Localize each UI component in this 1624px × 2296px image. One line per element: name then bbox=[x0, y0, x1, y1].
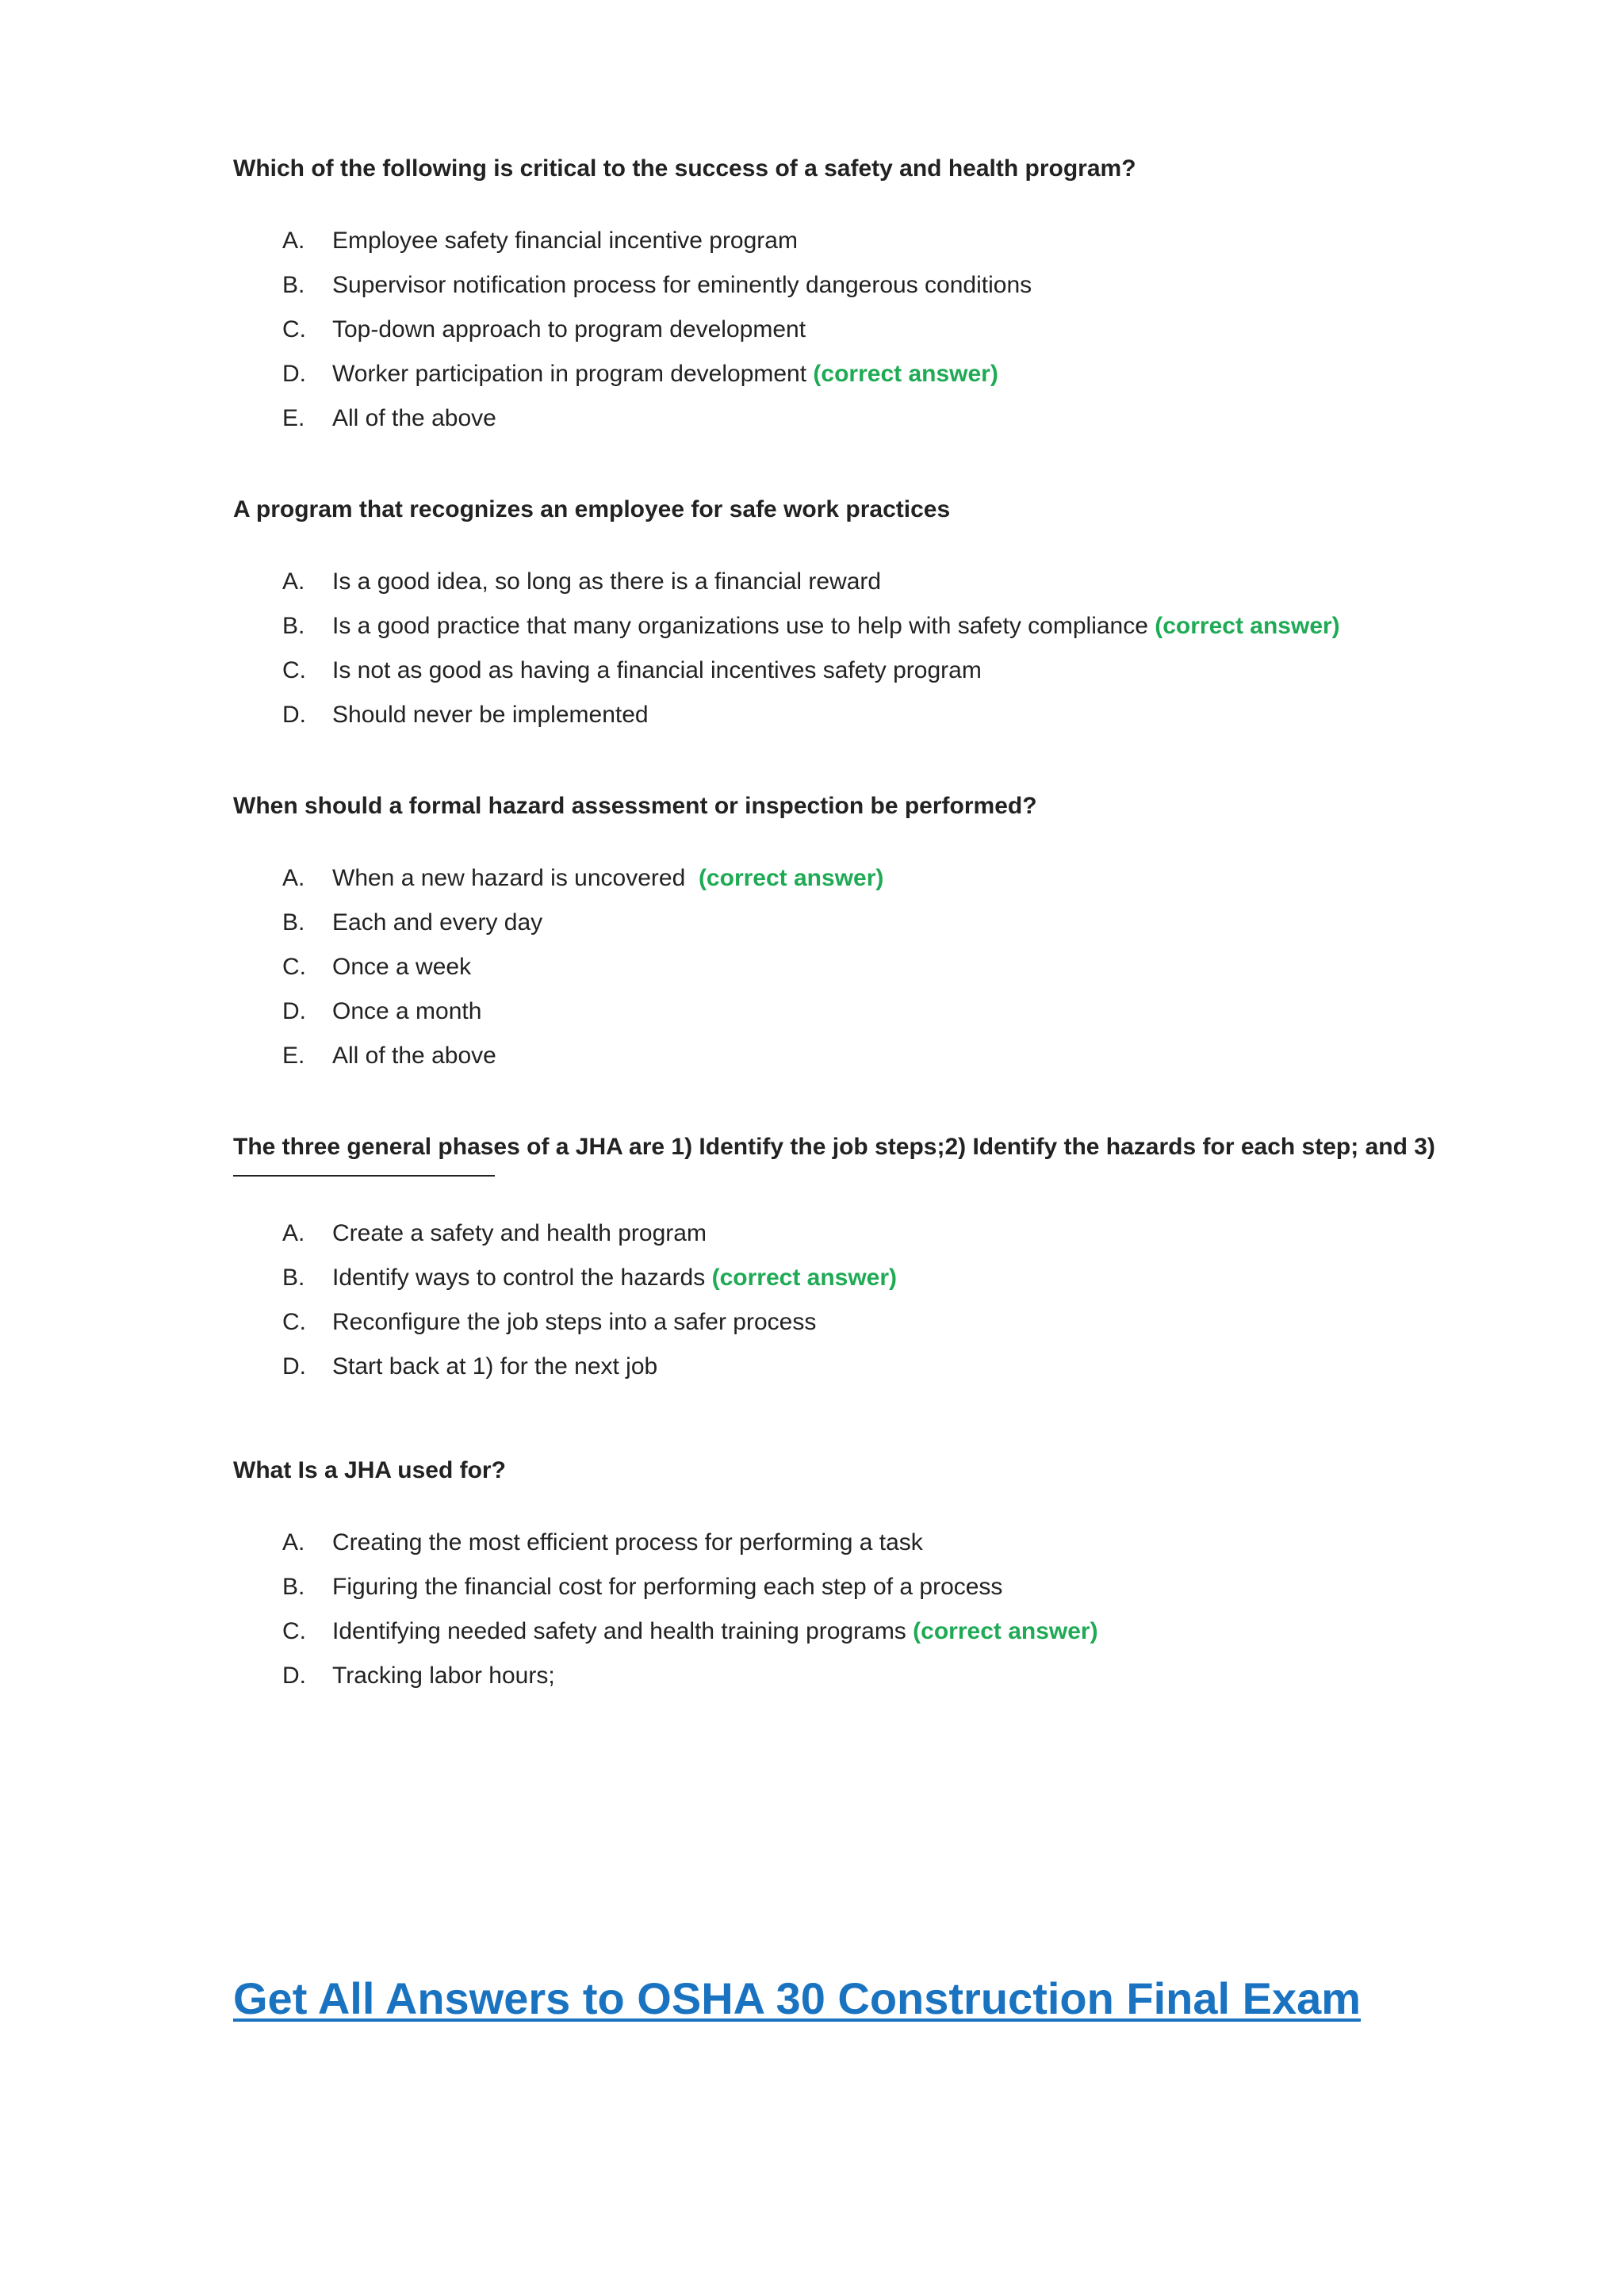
answer-option bbox=[233, 396, 1518, 441]
option-letter: A. bbox=[282, 865, 305, 891]
answer-option bbox=[233, 352, 1518, 396]
answer-option bbox=[233, 219, 1518, 263]
answer-option bbox=[233, 1345, 1518, 1389]
get-all-answers-link[interactable]: Get All Answers to OSHA 30 Construction Final Exam bbox=[233, 1973, 1362, 2023]
question-text: A program that recognizes an employee for safe work practices bbox=[233, 496, 951, 522]
answer-blank-line bbox=[233, 1164, 495, 1177]
option-text: Create a safety and health program bbox=[332, 1220, 707, 1246]
question-text: The three general phases of a JHA are 1) Identify the job steps;2) Identify the hazards for each step; and 3) bbox=[233, 1134, 1435, 1160]
option-text: Each and every day bbox=[332, 909, 543, 936]
option-text: Once a month bbox=[332, 998, 482, 1024]
correct-answer-label: (correct answer) bbox=[1155, 613, 1340, 639]
option-letter: D. bbox=[282, 1353, 306, 1380]
answer-option bbox=[233, 989, 1518, 1034]
option-letter: B. bbox=[282, 909, 305, 936]
question-4 bbox=[233, 1131, 1518, 1389]
question-text: What Is a JHA used for? bbox=[233, 1457, 506, 1483]
option-text: Supervisor notification process for eminently dangerous conditions bbox=[332, 272, 1032, 298]
answer-list bbox=[233, 219, 1518, 441]
answer-list bbox=[233, 856, 1518, 1078]
option-letter: C. bbox=[282, 316, 306, 342]
answer-option bbox=[233, 649, 1518, 693]
answer-option bbox=[233, 1609, 1518, 1654]
answer-option bbox=[233, 263, 1518, 308]
correct-answer-label: (correct answer) bbox=[813, 361, 998, 387]
option-letter: A. bbox=[282, 228, 305, 254]
option-text: Should never be implemented bbox=[332, 702, 649, 728]
option-text: When a new hazard is uncovered bbox=[332, 865, 699, 891]
answer-option bbox=[233, 856, 1518, 901]
question-2 bbox=[233, 493, 1518, 737]
option-letter: A. bbox=[282, 1220, 305, 1246]
option-letter: C. bbox=[282, 1618, 306, 1644]
option-text: Worker participation in program development bbox=[332, 361, 814, 387]
option-text: Reconfigure the job steps into a safer process bbox=[332, 1309, 817, 1335]
option-letter: B. bbox=[282, 272, 305, 298]
correct-answer-label: (correct answer) bbox=[711, 1265, 898, 1291]
question-text: When should a formal hazard assessment or inspection be performed? bbox=[233, 793, 1037, 819]
option-letter: C. bbox=[282, 657, 306, 683]
answer-option bbox=[233, 1565, 1518, 1609]
answer-option bbox=[233, 901, 1518, 945]
question-5 bbox=[233, 1454, 1518, 1698]
answer-option bbox=[233, 604, 1518, 649]
answer-option bbox=[233, 560, 1518, 604]
option-text: Is not as good as having a financial incentives safety program bbox=[332, 657, 982, 683]
option-text: Once a week bbox=[332, 954, 472, 980]
option-letter: D. bbox=[282, 998, 306, 1024]
option-letter: B. bbox=[282, 1265, 305, 1291]
answer-option bbox=[233, 1211, 1518, 1256]
answer-option bbox=[233, 1034, 1518, 1078]
answer-list bbox=[233, 1211, 1518, 1389]
correct-answer-label: (correct answer) bbox=[698, 865, 884, 891]
answer-option bbox=[233, 1654, 1518, 1698]
option-text: Is a good practice that many organizations use to help with safety compliance bbox=[332, 613, 1155, 639]
option-letter: C. bbox=[282, 954, 306, 980]
answer-option bbox=[233, 945, 1518, 989]
option-text: All of the above bbox=[332, 405, 496, 431]
option-text: Creating the most efficient process for performing a task bbox=[332, 1529, 923, 1556]
option-letter: A. bbox=[282, 1529, 305, 1556]
answer-list bbox=[233, 1521, 1518, 1698]
question-1 bbox=[233, 152, 1518, 441]
option-text: Identifying needed safety and health training programs bbox=[332, 1618, 914, 1644]
option-letter: E. bbox=[282, 1043, 305, 1069]
answer-option bbox=[233, 1521, 1518, 1565]
option-text: Identify ways to control the hazards bbox=[332, 1265, 712, 1291]
option-letter: D. bbox=[282, 361, 306, 387]
answer-list bbox=[233, 560, 1518, 737]
option-text: Tracking labor hours; bbox=[332, 1663, 555, 1689]
option-letter: D. bbox=[282, 1663, 306, 1689]
answer-option bbox=[233, 1300, 1518, 1345]
option-letter: A. bbox=[282, 568, 305, 595]
answer-option bbox=[233, 1256, 1518, 1300]
answer-option bbox=[233, 693, 1518, 737]
option-letter: D. bbox=[282, 702, 306, 728]
option-text: Figuring the financial cost for performing each step of a process bbox=[332, 1574, 1003, 1600]
question-text: Which of the following is critical to the success of a safety and health program? bbox=[233, 155, 1136, 182]
answer-option bbox=[233, 308, 1518, 352]
option-text: Employee safety financial incentive program bbox=[332, 228, 798, 254]
option-letter: B. bbox=[282, 1574, 305, 1600]
option-letter: C. bbox=[282, 1309, 306, 1335]
option-letter: E. bbox=[282, 405, 305, 431]
option-text: Is a good idea, so long as there is a financial reward bbox=[332, 568, 882, 595]
option-text: Top-down approach to program development bbox=[332, 316, 806, 342]
option-letter: B. bbox=[282, 613, 305, 639]
option-text: Start back at 1) for the next job bbox=[332, 1353, 658, 1380]
question-3 bbox=[233, 790, 1518, 1078]
option-text: All of the above bbox=[332, 1043, 496, 1069]
correct-answer-label: (correct answer) bbox=[913, 1618, 1098, 1644]
